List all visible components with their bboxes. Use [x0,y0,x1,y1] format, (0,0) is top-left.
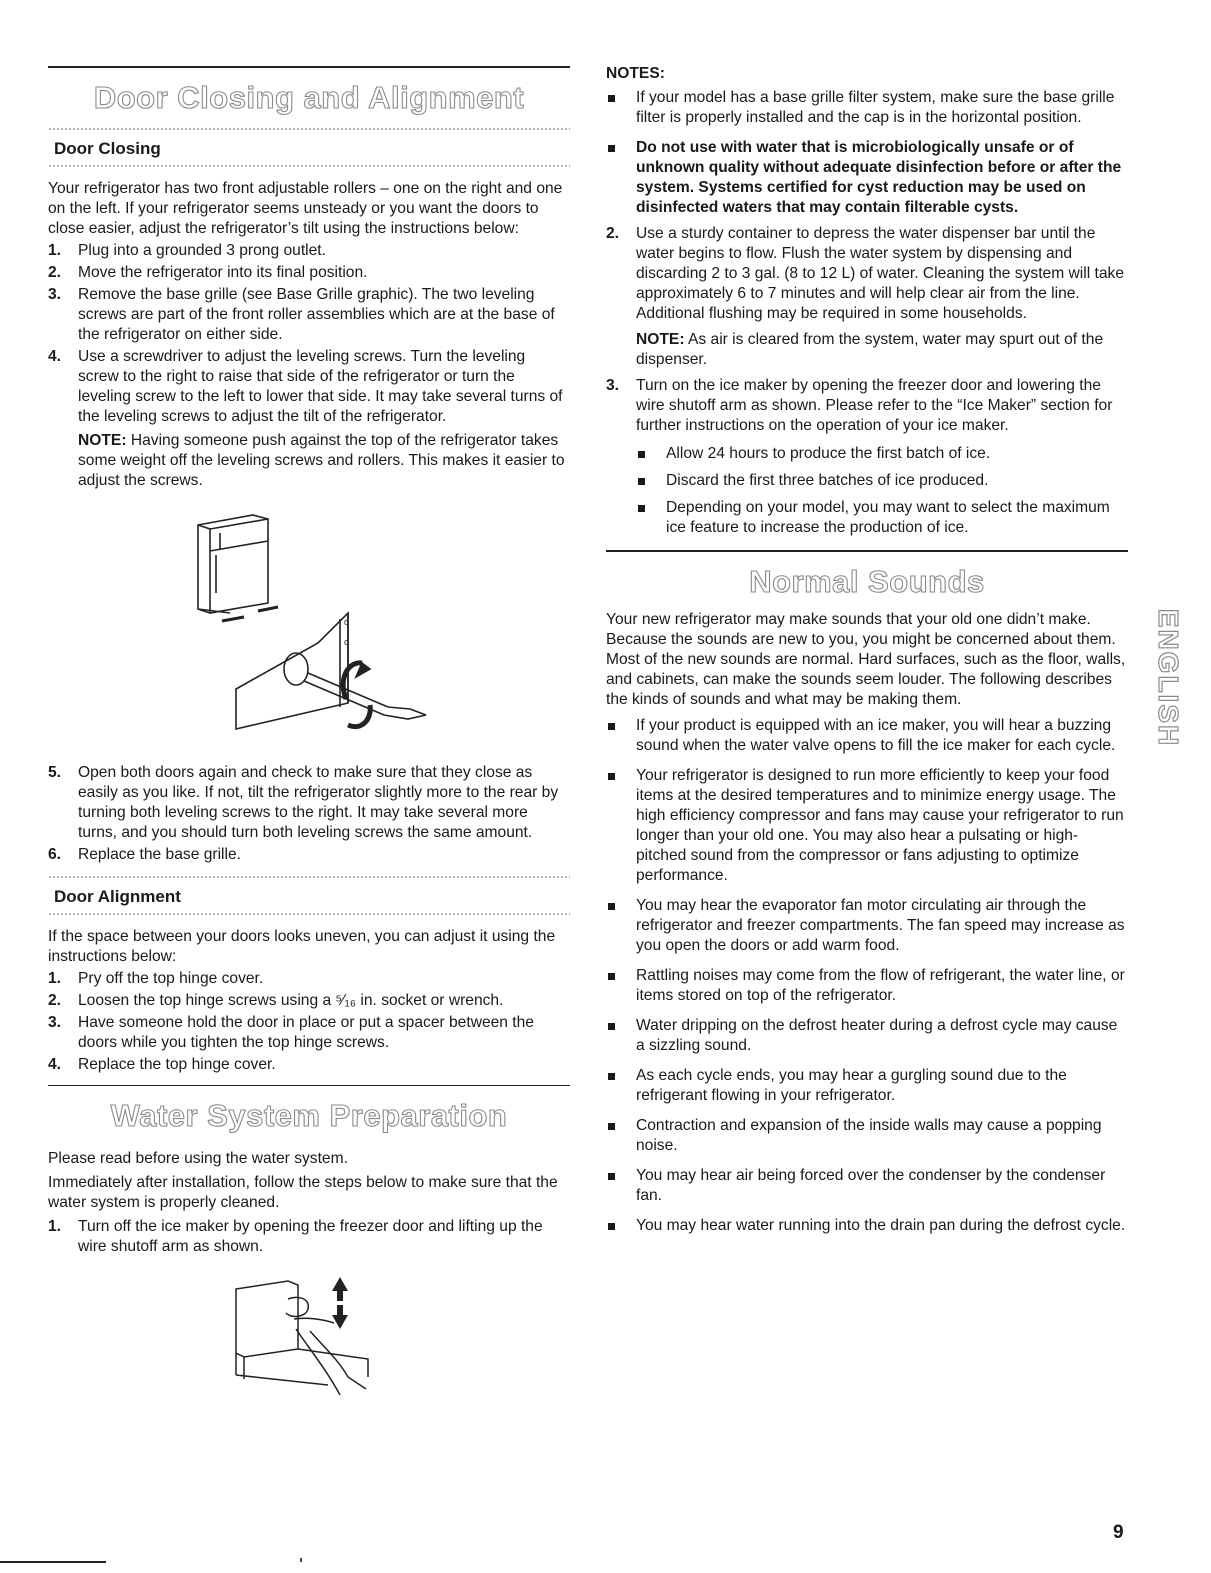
list-item: 2. Move the refrigerator into its final position. [48,263,368,281]
list-item: 5. Open both doors again and check to make sure that they close as easily as you like. If not, tilt the refrigerator slightly more to the rear by turning both leveling screws to the right. It may take several more turns, and you should turn both leveling screws the same amount. [48,763,559,841]
ice-maker-illustration [48,1259,570,1399]
notes-list [606,88,1128,218]
water-system-intro: Immediately after installation, follow the steps below to make sure that the water system is properly cleaned. [48,1174,558,1211]
list-item: 3. Turn on the ice maker by opening the freezer door and lowering the wire shutoff arm as shown. Please refer to the “Ice Maker” section for further instructions on the operation of your ice maker. Allow 24 hours to produce the first batch of ice. Discard the first three batches of ice produced. Depending on your model, you may want to select the maximum ice feature to increase the production of ice. [606,376,1128,538]
list-item: 1. Pry off the top hinge cover. [48,969,264,987]
dotted-divider [48,875,570,879]
list-item: Allow 24 hours to produce the first batch of ice. [636,444,1128,464]
list-item: Discard the first three batches of ice produced. [636,471,1128,491]
shutoff-arm-diagram [48,1259,570,1399]
leveling-illustration [48,493,570,763]
list-item: 1. Turn off the ice maker by opening the freezer door and lifting up the wire shutoff arm as shown. [48,1218,543,1255]
normal-sounds-list [606,716,1128,1236]
subheading-door-alignment: Door Alignment [54,886,181,906]
list-item: 4. Replace the top hinge cover. [48,1055,276,1073]
section-rule [606,550,1128,552]
language-tab-label: ENGLISH [1153,608,1184,748]
list-item: You may hear water running into the drain pan during the defrost cycle. [606,1216,1128,1236]
list-item: 3. Have someone hold the door in place or put a spacer between the doors while you tighten the top hinge screws. [48,1013,534,1051]
list-item: 2. Use a sturdy container to depress the water dispenser bar until the water begins to flow. Flush the water system by dispensing and discarding 2 to 3 gal. (8 to 12 L) of water. Cleaning the system will take approximately 6 to 7 minutes and will help clear air from the line. Additional flushing may be required in some households. NOTE: As air is cleared from the system, water may spurt out of the dispenser. [606,224,1128,370]
refrigerator-leveling-diagram [48,493,570,763]
list-item: You may hear air being forced over the condenser by the condenser fan. [606,1166,1128,1206]
water-system-read-first: Please read before using the water system. [48,1150,348,1167]
door-closing-intro: Your refrigerator has two front adjustable rollers – one on the right and one on the left. If your refrigerator seems unsteady or you want the doors to close easier, adjust the refrigerator’s tilt using the instructions below: [48,179,563,237]
door-closing-steps [48,241,570,491]
list-item: If your model has a base grille filter system, make sure the base grille filter is properly installed and the cap is in the horizontal position. [606,88,1128,128]
ice-maker-bullets [636,444,1128,538]
list-item: 4. Use a screwdriver to adjust the leveling screws. Turn the leveling screw to the right to raise that side of the refrigerator or turn the leveling screw to the left to lower that side. It may take several turns of the leveling screws to adjust the tilt of the refrigerator. NOTE: Having someone push against the top of the refrigerator takes some weight off the leveling screws and rollers. This makes it easier to adjust the screws. [48,347,570,491]
list-item: 2. Loosen the top hinge screws using a ⁵⁄₁₆ in. socket or wrench. [48,991,504,1009]
section-rule [48,66,570,68]
air-spurt-note: NOTE: As air is cleared from the system, water may spurt out of the dispenser. [636,331,1104,368]
right-column [606,0,1128,1236]
language-side-tab [1153,566,1183,790]
list-item: Rattling noises may come from the flow of refrigerant, the water line, or items stored on top of the refrigerator. [606,966,1128,1006]
section-title-door-closing-alignment: Door Closing and Alignment [93,79,525,115]
section-title-water-system: Water System Preparation [110,1098,508,1133]
door-alignment-steps [48,969,570,1075]
dotted-divider [48,127,570,131]
list-item: 1. Plug into a grounded 3 prong outlet. [48,241,326,259]
svg-text:o: o [344,616,350,627]
list-item: You may hear the evaporator fan motor circulating air through the refrigerator and freezer compartments. The fan speed may increase as you open the doors or add warm food. [606,896,1128,956]
door-alignment-intro: If the space between your doors looks uneven, you can adjust it using the instructions below: [48,927,556,965]
water-system-steps [48,1217,570,1257]
list-item: Contraction and expansion of the inside walls may cause a popping noise. [606,1116,1128,1156]
page-number: 9 [1113,1522,1124,1543]
footer-tick [300,1558,302,1562]
list-item: If your product is equipped with an ice maker, you will hear a buzzing sound when the water valve opens to fill the ice maker for each cycle. [606,716,1128,756]
list-item: Water dripping on the defrost heater during a defrost cycle may cause a sizzling sound. [606,1016,1128,1056]
list-item: Do not use with water that is microbiologically unsafe or of unknown quality without adequate disinfection before or after the system. Systems certified for cyst reduction may be used on disinfected waters that may contain filterable cysts. [606,138,1128,218]
normal-sounds-intro: Your new refrigerator may make sounds that your old one didn’t make. Because the sounds are new to you, you might be concerned about them. Most of the new sounds are normal. Hard surfaces, such as the floor, walls, and cabinets, can make the sounds seem louder. The following describes the kinds of sounds and what may be making them. [606,610,1126,708]
door-closing-steps-continued [48,763,570,865]
dotted-divider [48,912,570,916]
footer-rule [0,1561,106,1563]
list-item: 6. Replace the base grille. [48,845,241,863]
subheading-door-closing: Door Closing [54,138,161,158]
svg-text:o: o [344,636,350,647]
left-column [48,0,570,1399]
notes-heading: NOTES: [606,65,665,82]
water-system-steps-continued [606,224,1128,538]
list-item: As each cycle ends, you may hear a gurgling sound due to the refrigerant flowing in your refrigerator. [606,1066,1128,1106]
leveling-note: NOTE: Having someone push against the top of the refrigerator takes some weight off the leveling screws and rollers. This makes it easier to adjust the screws. [78,431,565,489]
section-rule [48,1085,570,1087]
list-item: 3. Remove the base grille (see Base Grille graphic). The two leveling screws are part of the front roller assemblies which are at the base of the refrigerator on either side. [48,285,555,343]
dotted-divider [48,164,570,168]
list-item: Your refrigerator is designed to run more efficiently to keep your food items at the desired temperatures and to minimize energy usage. The high efficiency compressor and fans may cause your refrigerator to run longer than your old one. You may also hear a pulsating or high-pitched sound from the compressor or fans adjusting to optimize performance. [606,766,1128,886]
list-item: Depending on your model, you may want to select the maximum ice feature to increase the production of ice. [636,498,1128,538]
section-title-normal-sounds: Normal Sounds [749,563,985,599]
